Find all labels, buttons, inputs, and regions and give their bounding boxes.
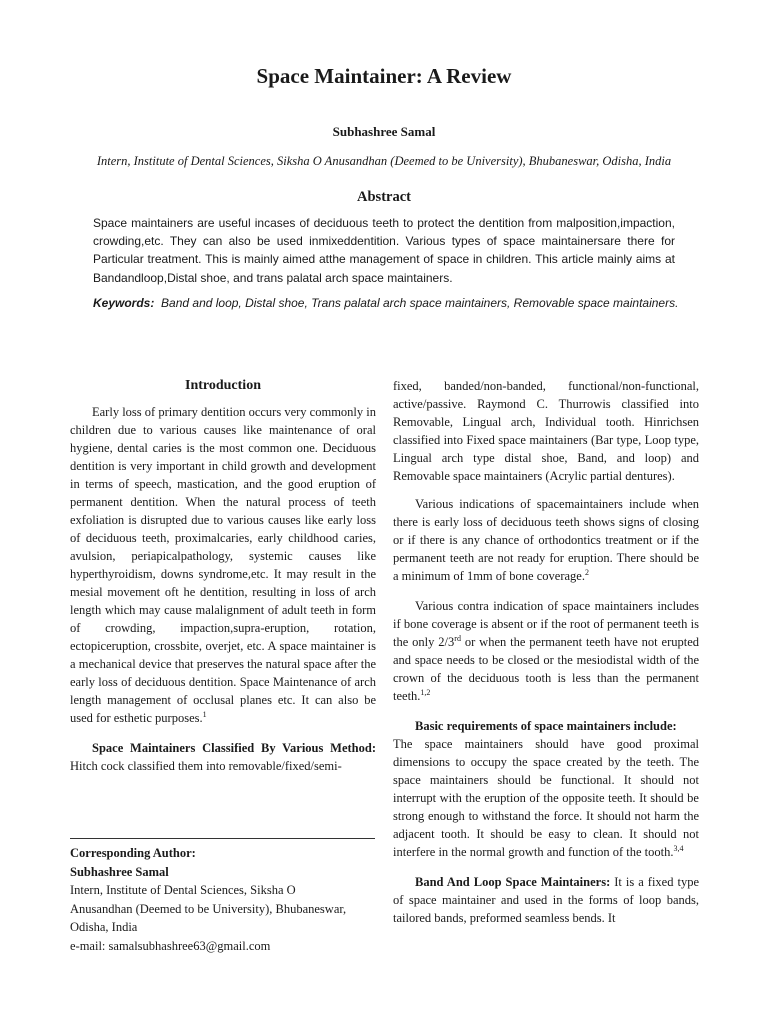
keywords-label: Keywords:	[93, 296, 155, 310]
basic-requirements-label: Basic requirements of space maintainers include:	[415, 719, 677, 733]
indications-paragraph	[393, 495, 699, 585]
classification-paragraph	[70, 739, 376, 775]
band-loop-label: Band And Loop Space Maintainers:	[415, 875, 611, 889]
classification-text: Hitch cock classified them into removable/fixed/semi-	[70, 759, 342, 773]
introduction-text: Early loss of primary dentition occurs very commonly in children due to various causes like maintenance of oral hygiene, dental caries is the most common one. Deciduous dentition is very important in child growth and development in terms of speech, mastication, and the good eruption of permanent dentition. When the natural process of teeth exfoliation is disrupted due to various causes like early loss of deciduous teeth, proximalcaries, early childhood caries, avulsion, periapicalpathology, systemic causes like hyperthyroidism, downs syndrome,etc. It may result in the mesial movement oft he dentition, resulting in loss of arch length which may cause malalignment of adult teeth in form of crowding, impaction,supra-eruption, rotation, ectopiceruption, crossbite, overjet, etc. A space maintainer is a mechanical device that preserves the natural space after the early loss of deciduous dentition. Space Maintenance of arch length management of occlusal planes etc. It can also be used for esthetic purposes.	[70, 405, 376, 725]
footnote-divider	[70, 838, 375, 839]
citation-ref: 1	[202, 709, 207, 719]
citation-ref: 2	[584, 567, 589, 577]
abstract-text: Space maintainers are useful incases of deciduous teeth to protect the dentition from malposition,impaction, crowding,etc. They can also be used inmixeddentition. Various types of space maintainersare there for Particular treatment. This is mainly aimed atthe management of space in children. This article mainly aims at Bandandloop,Distal shoe, and trans palatal arch space maintainers.	[93, 216, 675, 285]
corresponding-name: Subhashree Samal	[70, 864, 169, 879]
corresponding-email: e-mail: samalsubhashree63@gmail.com	[70, 938, 271, 953]
classification-continued: fixed, banded/non-banded, functional/non-functional, active/passive. Raymond C. Thurrowis classified into Removable, Lingual arch, Individual tooth. Hinrichsen classified into Fixed space maintainers (Bar type, Loop type, Lingual arch type distal shoe, Band, and loop) and Removable space maintainers (Acrylic partial dentures).	[393, 379, 699, 483]
basic-requirements-heading	[393, 717, 699, 735]
corresponding-address-line: Anusandhan (Deemed to be University), Bhubaneswar,	[70, 901, 347, 916]
introduction-paragraph	[70, 403, 376, 727]
contraindications-paragraph	[393, 597, 699, 705]
keywords-line	[93, 296, 683, 310]
classification-label: Space Maintainers Classified By Various Method:	[92, 741, 376, 755]
corresponding-author-block	[70, 844, 380, 955]
corresponding-address-line: Intern, Institute of Dental Sciences, Siksha O	[70, 883, 296, 897]
band-loop-text: It is a fixed type of space maintainer and used in the forms of loop bands, tailored bands, preformed seamless bends. It	[393, 875, 699, 925]
author-name: Subhashree Samal	[332, 124, 436, 139]
paper-title: Space Maintainer: A Review	[256, 64, 512, 88]
indications-text: Various indications of spacemaintainers include when there is early loss of deciduous teeth shows signs of closing or if there is any chance of orthodontics treatment or if the permanent teeth are not ready for eruption. There should be a minimum of 1mm of bone coverage.	[393, 497, 699, 583]
corresponding-address-line: Odisha, India	[70, 920, 138, 934]
corresponding-label: Corresponding Author:	[70, 846, 196, 860]
right-column	[393, 377, 699, 927]
abstract-heading: Abstract	[357, 189, 411, 205]
left-column	[70, 377, 376, 775]
introduction-heading: Introduction	[185, 378, 261, 393]
keywords-text: Band and loop, Distal shoe, Trans palatal arch space maintainers, Removable space maintainers.	[161, 296, 679, 310]
basic-requirements-text: The space maintainers should have good proximal dimensions to occupy the space created by the teeth. The space maintainers should be functional. It should not interrupt with the eruption of the opposite teeth. It should be strong enough to withstand the force. It should not harm the adjacent tooth. It should be easy to clean. It should not interfere in the normal growth and function of the tooth.	[393, 737, 699, 859]
band-loop-paragraph	[393, 873, 699, 927]
basic-requirements-paragraph	[393, 735, 699, 861]
author-affiliation: Intern, Institute of Dental Sciences, Siksha O Anusandhan (Deemed to be University), Bhubaneswar, Odisha, India	[96, 154, 672, 168]
citation-ref: 1,2	[420, 687, 431, 697]
contraindications-text-a: Various contra indication of space maintainers includes if bone coverage is absent or if the root of permanent teeth is the only 2/3	[393, 599, 699, 649]
ordinal-suffix: rd	[454, 633, 461, 643]
contraindications-text-b: or when the permanent teeth have not erupted and space needs to be closed or the mesiodistal width of the crown of the deciduous tooth is less than the permanent teeth.	[393, 635, 700, 703]
citation-ref: 3,4	[673, 843, 684, 853]
